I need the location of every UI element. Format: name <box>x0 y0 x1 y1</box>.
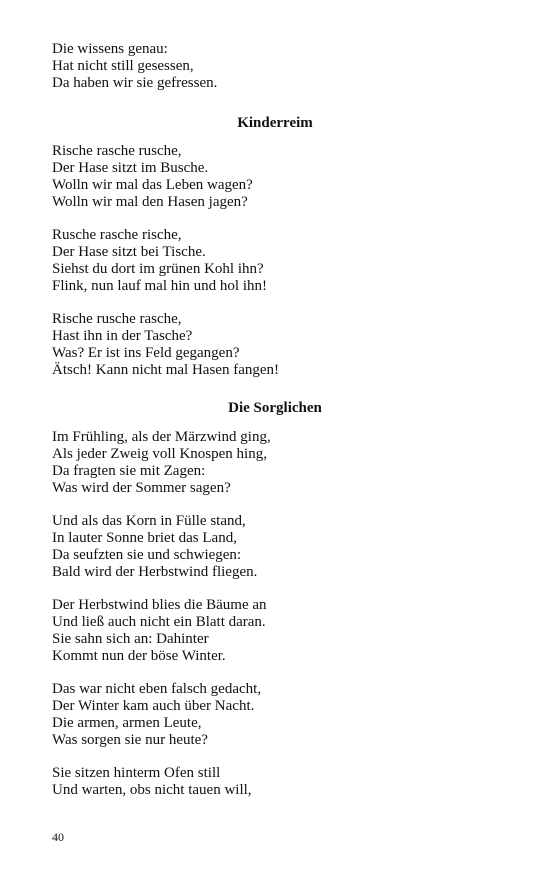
verse-line: In lauter Sonne briet das Land, <box>52 529 237 546</box>
verse-line: Und warten, obs nicht tauen will, <box>52 781 252 798</box>
poem1-stanza-1 <box>52 143 502 211</box>
poem1-stanza-3 <box>52 311 502 379</box>
verse-line: Im Frühling, als der Märzwind ging, <box>52 429 271 445</box>
verse-line: Hast ihn in der Tasche? <box>52 327 193 344</box>
verse-line: Wolln wir mal den Hasen jagen? <box>52 193 248 210</box>
verse-line: Siehst du dort im grünen Kohl ihn? <box>52 260 264 277</box>
poem2-stanza-1 <box>52 429 502 497</box>
verse-line: Der Hase sitzt bei Tische. <box>52 243 206 260</box>
verse-line: Bald wird der Herbstwind fliegen. <box>52 563 258 580</box>
verse-line: Das war nicht eben falsch gedacht, <box>52 681 262 697</box>
poem2-stanza-4 <box>52 681 502 749</box>
verse-line: Da haben wir sie gefressen. <box>52 74 218 91</box>
verse-line: Da fragten sie mit Zagen: <box>52 462 206 479</box>
verse-line: Wolln wir mal das Leben wagen? <box>52 176 253 193</box>
verse-line: Die wissens genau: <box>52 41 168 57</box>
verse-line: Und ließ auch nicht ein Blatt daran. <box>52 613 266 630</box>
verse-line: Der Winter kam auch über Nacht. <box>52 697 255 714</box>
page-number: 40 <box>52 830 64 844</box>
verse-line: Was wird der Sommer sagen? <box>52 479 231 496</box>
verse-line: Und als das Korn in Fülle stand, <box>52 513 246 529</box>
verse-line: Was? Er ist ins Feld gegangen? <box>52 344 240 361</box>
verse-line: Sie sahn sich an: Dahinter <box>52 630 209 647</box>
continued-stanza <box>52 41 502 92</box>
verse-line: Da seufzten sie und schwiegen: <box>52 546 242 563</box>
verse-line: Hat nicht still gesessen, <box>52 57 194 74</box>
poem-title: Kinderreim <box>237 115 313 131</box>
poem2-stanza-2 <box>52 513 502 581</box>
verse-line: Der Herbstwind blies die Bäume an <box>52 597 267 613</box>
verse-line: Sie sitzen hinterm Ofen still <box>52 765 221 781</box>
poem2-stanza-5 <box>52 765 502 799</box>
poem2-stanza-3 <box>52 597 502 665</box>
verse-line: Rische rusche rasche, <box>52 311 182 327</box>
verse-line: Rusche rasche rische, <box>52 227 182 243</box>
verse-line: Flink, nun lauf mal hin und hol ihn! <box>52 277 267 294</box>
verse-line: Ätsch! Kann nicht mal Hasen fangen! <box>52 361 280 378</box>
verse-line: Die armen, armen Leute, <box>52 714 202 731</box>
verse-line: Rische rasche rusche, <box>52 143 182 159</box>
poem-title: Die Sorglichen <box>228 400 322 416</box>
verse-line: Kommt nun der böse Winter. <box>52 647 226 664</box>
poem1-stanza-2 <box>52 227 502 295</box>
verse-line: Der Hase sitzt im Busche. <box>52 159 209 176</box>
verse-line: Was sorgen sie nur heute? <box>52 731 208 748</box>
verse-line: Als jeder Zweig voll Knospen hing, <box>52 445 267 462</box>
